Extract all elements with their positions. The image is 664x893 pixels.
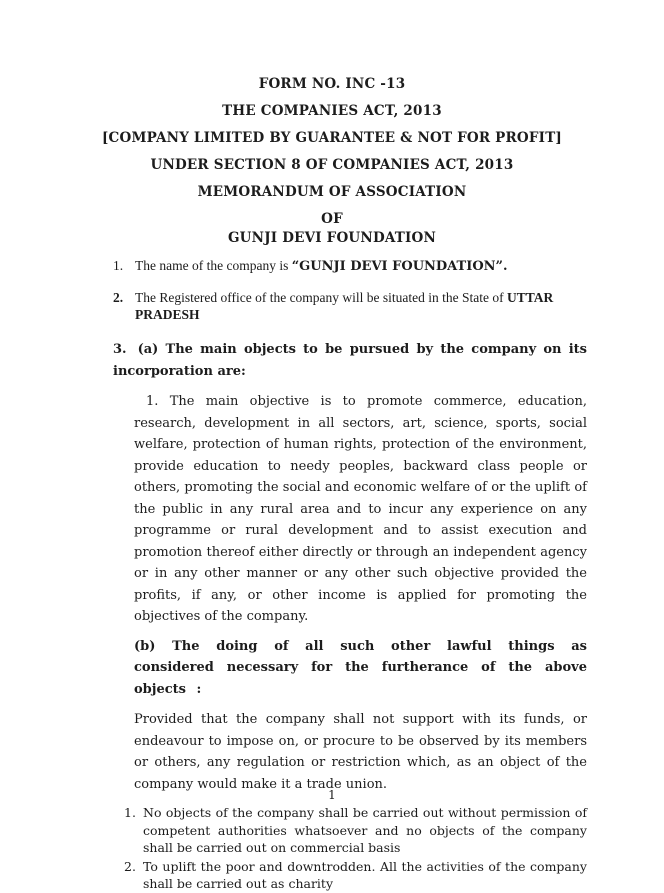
clause-2-prefix: The Registered office of the company will be situated in the State of bbox=[135, 290, 508, 305]
memorandum-title: MEMORANDUM OF ASSOCIATION bbox=[197, 184, 467, 200]
condition-number: 2. bbox=[124, 858, 136, 874]
proviso-paragraph: Provided that the company shall not support with its funds, or endeavour to impose on, or procure to be observed by its members or others, any regulation or restriction which, as an object of the company would make it a trade union. bbox=[134, 712, 587, 792]
clause-text bbox=[135, 257, 587, 275]
condition-text: To uplift the poor and downtrodden. All the activities of the company shall be carried out as charity bbox=[143, 858, 587, 891]
conditions-list bbox=[124, 804, 587, 893]
page-number: 1 bbox=[328, 788, 336, 802]
act-title: THE COMPANIES ACT, 2013 bbox=[222, 103, 442, 119]
lawful-things-heading: (b) The doing of all such other lawful things as considered necessary for the furtherance of the above objects : bbox=[134, 638, 587, 697]
clause-number: 3. bbox=[113, 342, 127, 357]
company-type-line: [COMPANY LIMITED BY GUARANTEE & NOT FOR PROFIT] bbox=[101, 130, 563, 146]
company-name-title: GUNJI DEVI FOUNDATION bbox=[227, 230, 437, 246]
clause-number: 1. bbox=[113, 258, 124, 273]
main-objective-paragraph: 1. The main objective is to promote commerce, education, research, development in all sectors, art, science, sports, social welfare, protection of human rights, protection of the environment, provide education to needy peoples, backward class people or others, promoting the social and economic welfare of or the uplift of the public in any rural area and to incur any experience on any programme or rural development and to assist execution and promotion thereof either directly or through an independent agency or in any other manner or any other such objective provided the profits, if any, or other income is applied for promoting the objectives of the company. bbox=[134, 394, 587, 624]
condition-text: No objects of the company shall be carried out without permission of competent authorities whatsoever and no objects of the company shall be carried out on commercial basis bbox=[143, 805, 587, 855]
main-objects-heading-text: (a) The main objects to be pursued by the company on its incorporation are: bbox=[113, 342, 587, 379]
page-footer bbox=[0, 786, 664, 804]
section-line: UNDER SECTION 8 OF COMPANIES ACT, 2013 bbox=[150, 157, 514, 173]
document-header bbox=[0, 0, 664, 245]
company-name-emphasis: “GUNJI DEVI FOUNDATION”. bbox=[291, 259, 508, 274]
condition-number: 1. bbox=[124, 805, 136, 820]
list-item bbox=[124, 858, 587, 893]
clause-registered-office bbox=[113, 289, 587, 323]
clause-name-of-company bbox=[113, 257, 587, 275]
state-name-emphasis: UTTAR PRADESH bbox=[135, 290, 554, 322]
form-number-title: FORM NO. INC -13 bbox=[258, 76, 406, 92]
clause-text bbox=[135, 289, 587, 323]
clause-1-prefix: The name of the company is bbox=[135, 258, 292, 273]
clause-main-objects-heading bbox=[113, 339, 587, 383]
list-item bbox=[124, 804, 587, 857]
of-line: OF bbox=[321, 211, 343, 227]
clause-number: 2. bbox=[113, 290, 124, 305]
